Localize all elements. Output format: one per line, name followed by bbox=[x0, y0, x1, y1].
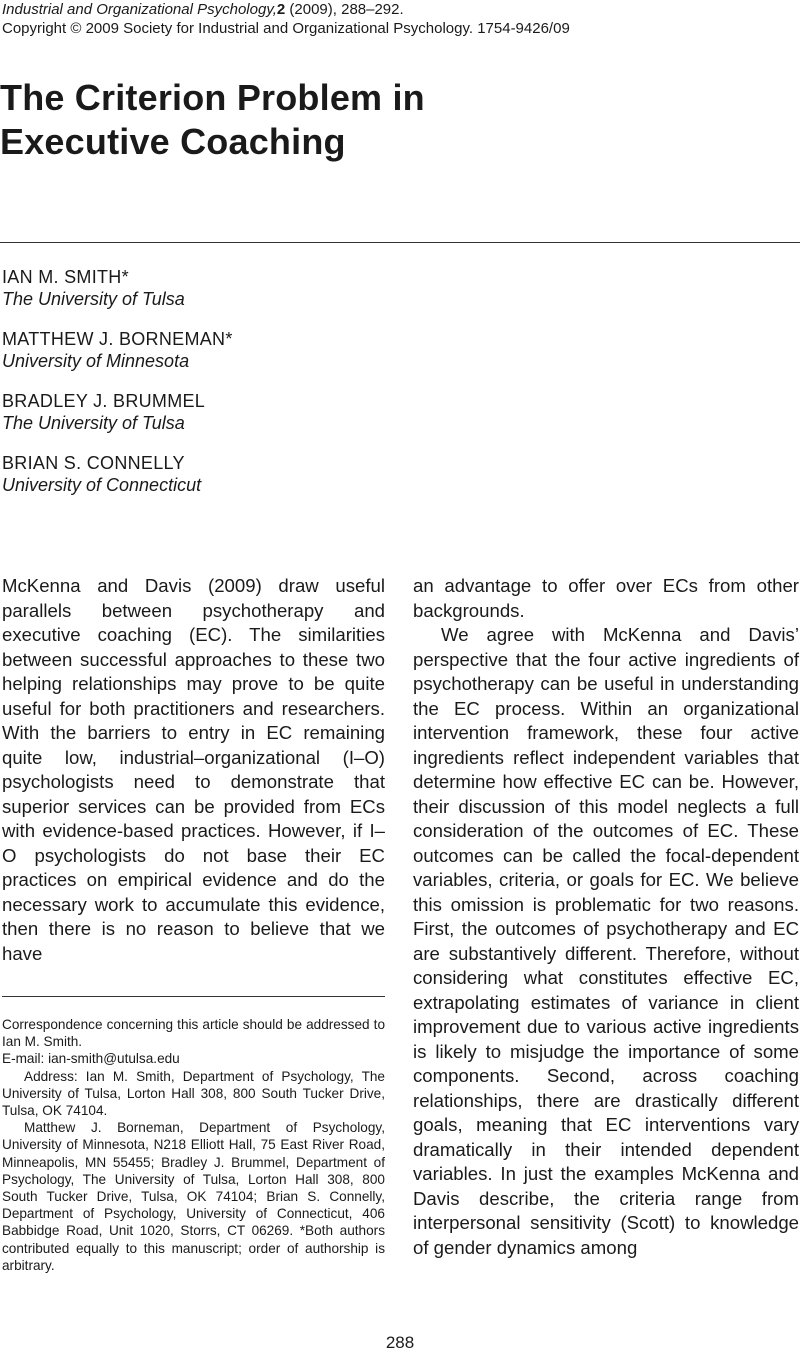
author-entry bbox=[2, 266, 562, 328]
body-paragraph-continuation: an advantage to offer over ECs from other backgrounds. bbox=[413, 575, 799, 621]
copyright-line: Copyright © 2009 Society for Industrial and Organizational Psychology. 1754-9426/09 bbox=[2, 20, 570, 37]
author-name: IAN M. SMITH* bbox=[2, 267, 129, 287]
author-entry bbox=[2, 328, 562, 390]
article-title-line-1: The Criterion Problem in bbox=[0, 77, 425, 118]
body-paragraph-intro: McKenna and Davis (2009) draw useful parallels between psychotherapy and executive coaching (EC). The similarities between successful approaches to these two helping relationships may prove to be quite useful for both practitioners and researchers. With the barriers to entry in EC remaining quite low, industrial–organizational (I–O) psychologists need to demonstrate that superior services can be provided from ECs with evidence-based practices. However, if I–O psychologists do not base their EC practices on empirical evidence and do the necessary work to accumulate this evidence, then there is no reason to believe that we have bbox=[2, 575, 385, 964]
author-list bbox=[2, 266, 562, 514]
body-column-left bbox=[2, 574, 385, 966]
journal-name: Industrial and Organizational Psychology, bbox=[2, 1, 277, 18]
author-name: MATTHEW J. BORNEMAN* bbox=[2, 329, 233, 349]
author-affiliation: University of Connecticut bbox=[2, 475, 202, 495]
article-title bbox=[0, 76, 790, 164]
footnote-coauthors: Matthew J. Borneman, Department of Psychology, University of Minnesota, N218 Elliott Hall, 75 East River Road, Minneapolis, MN 55455; Bradley J. Brummel, Department of Psychology, The University of Tulsa, Lorton Hall 308, 800 South Tucker Drive, Tulsa, OK 74104; Brian S. Connelly, Department of Psychology, University of Connecticut, 406 Babbidge Road, Unit 1020, Storrs, CT 06269. *Both authors contributed equally to this manuscript; order of authorship is arbitrary. bbox=[2, 1120, 385, 1273]
footnote-divider bbox=[2, 996, 385, 997]
author-entry bbox=[2, 452, 562, 514]
footnote bbox=[2, 1016, 385, 1274]
page-number: 288 bbox=[385, 1333, 415, 1352]
author-affiliation: University of Minnesota bbox=[2, 351, 190, 371]
author-affiliation: The University of Tulsa bbox=[2, 289, 185, 309]
journal-citation bbox=[2, 0, 792, 19]
footnote-address: Address: Ian M. Smith, Department of Psychology, The University of Tulsa, Lorton Hall 308, 800 South Tucker Drive, Tulsa, OK 74104. bbox=[2, 1068, 385, 1119]
author-name: BRADLEY J. BRUMMEL bbox=[2, 391, 206, 411]
journal-year-pages: (2009), 288–292. bbox=[289, 1, 404, 18]
footnote-email: E-mail: ian-smith@utulsa.edu bbox=[2, 1051, 180, 1067]
author-affiliation: The University of Tulsa bbox=[2, 413, 185, 433]
journal-volume: 2 bbox=[276, 1, 286, 18]
footnote-correspondence: Correspondence concerning this article should be addressed to Ian M. Smith. bbox=[2, 1017, 385, 1050]
author-name: BRIAN S. CONNELLY bbox=[2, 453, 185, 473]
article-title-line-2: Executive Coaching bbox=[0, 121, 346, 162]
running-header bbox=[2, 0, 792, 38]
body-column-right bbox=[413, 574, 799, 1260]
body-paragraph-main: We agree with McKenna and Davis’ perspective that the four active ingredients of psychotherapy can be useful in understanding the EC process. Within an organizational intervention framework, these four active ingredients reflect independent variables that determine how effective EC can be. However, their discussion of this model neglects a full consideration of the outcomes of EC. These outcomes can be called the focal-dependent variables, criteria, or goals for EC. We believe this omission is problematic for two reasons. First, the outcomes of psychotherapy and EC are substantively different. Therefore, without considering what constitutes effective EC, extrapolating estimates of variance in client improvement due to various active ingredients is likely to misjudge the importance of some components. Second, across coaching relationships, there are drastically different goals, meaning that EC interventions vary dramatically in their intended dependent variables. In just the examples McKenna and Davis describe, the criteria range from interpersonal sensitivity (Scott) to knowledge of gender dynamics among bbox=[413, 624, 799, 1258]
title-divider bbox=[0, 242, 800, 243]
author-entry bbox=[2, 390, 562, 452]
